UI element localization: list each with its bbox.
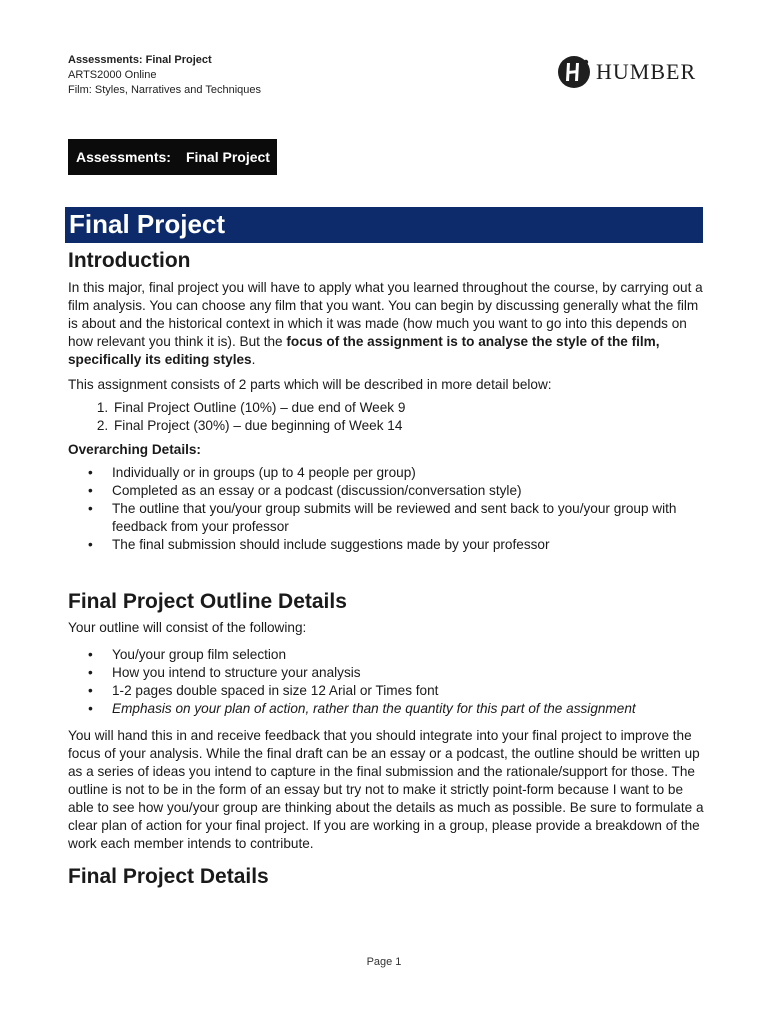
list-item: • The outline that you/your group submits will be reviewed and sent back to you/your group with feedback from your professor xyxy=(112,500,708,536)
assessment-badge xyxy=(68,139,277,175)
consists-paragraph: This assignment consists of 2 parts which will be described in more detail below: xyxy=(68,377,552,392)
project-details-heading: Final Project Details xyxy=(68,865,269,888)
outline-paragraph: You will hand this in and receive feedback that you should integrate into your final project to improve the focus of your analysis. While the final draft can be an essay or a podcast, the outline should be written up as a series of ideas you intend to capture in the final submission and the rationale/support for those. The outline is not to be in the form of an essay but try not to make it strictly point-form because I want to be able to see how you/your group are thinking about the details as much as possible. Be sure to formulate a clear plan of action for your final project. If you are working in a group, please provide a breakdown of the work each member intends to contribute. xyxy=(68,728,704,851)
header-course-code: ARTS2000 Online xyxy=(68,69,157,81)
list-item: • Completed as an essay or a podcast (discussion/conversation style) xyxy=(112,482,708,500)
intro-text: In this major, final project you will have to apply what you learned throughout the course, by carrying out a film analysis. You can choose any film that you want. You can begin by discussing generally what the film is about and the historical context in which it was made (how much you want to go into this depends on how relevant you think it is). But the xyxy=(68,280,703,349)
introduction-paragraph xyxy=(68,279,708,369)
humber-logo-icon xyxy=(557,55,591,89)
list-item: 1. Final Project Outline (10%) – due end of Week 9 xyxy=(112,399,708,417)
header-doc-title: Assessments: Final Project xyxy=(68,54,212,66)
header-course-name: Film: Styles, Narratives and Techniques xyxy=(68,84,261,96)
parts-list xyxy=(68,399,708,435)
document-body xyxy=(68,249,708,888)
list-item: 2. Final Project (30%) – due beginning of Week 14 xyxy=(112,417,708,435)
outline-list xyxy=(68,646,708,718)
page-number: Page 1 xyxy=(366,956,402,968)
list-item: • How you intend to structure your analysis xyxy=(112,664,708,682)
list-item: • The final submission should include suggestions made by your professor xyxy=(112,536,708,554)
document-header xyxy=(68,53,261,98)
introduction-heading: Introduction xyxy=(68,249,191,272)
outline-intro: Your outline will consist of the following: xyxy=(68,620,307,635)
overarching-list xyxy=(68,464,708,554)
list-item: • Individually or in groups (up to 4 people per group) xyxy=(112,464,708,482)
humber-logo xyxy=(557,55,696,89)
badge-value: Final Project xyxy=(185,149,270,165)
logo-wordmark: HUMBER xyxy=(596,59,697,84)
list-item: • 1-2 pages double spaced in size 12 Arial or Times font xyxy=(112,682,708,700)
list-item-emphasis: • Emphasis on your plan of action, rather than the quantity for this part of the assignment xyxy=(112,700,708,718)
intro-bold-text: focus of the assignment is to analyse the style of the film, specifically its editing styles xyxy=(68,334,660,367)
list-item: • You/your group film selection xyxy=(112,646,708,664)
badge-label: Assessments: xyxy=(76,149,171,165)
page-title: Final Project xyxy=(65,207,703,243)
overarching-label: Overarching Details: xyxy=(68,442,201,457)
outline-details-heading: Final Project Outline Details xyxy=(68,590,347,613)
intro-end: . xyxy=(251,352,256,367)
